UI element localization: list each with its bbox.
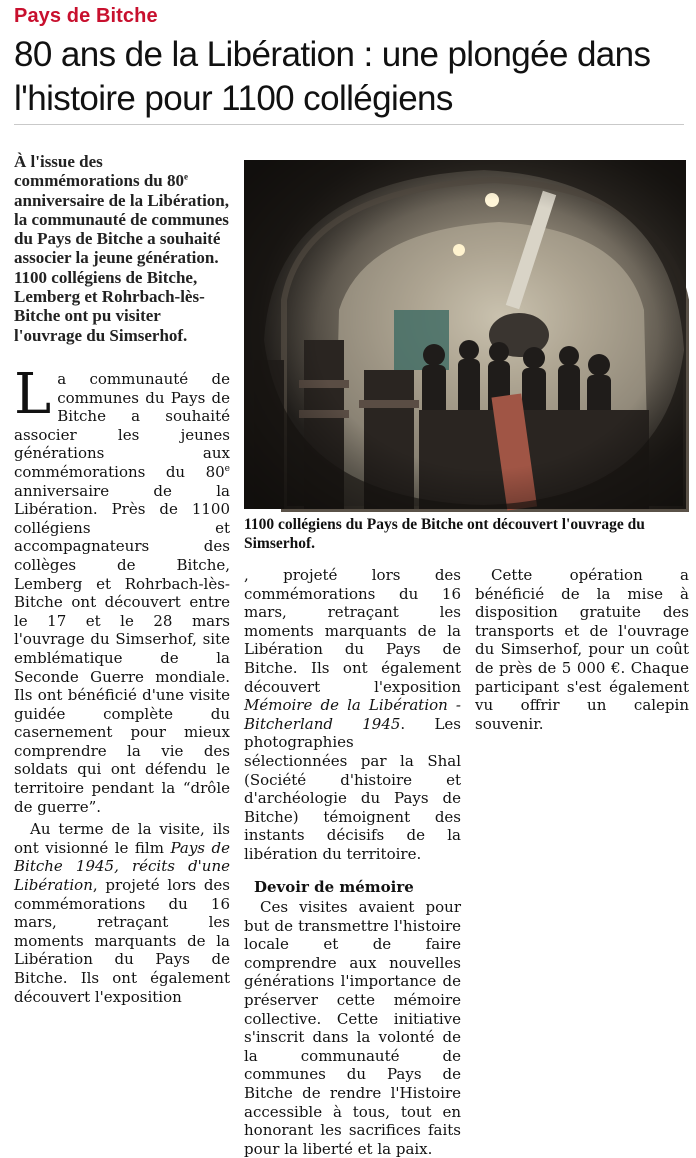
body-paragraph-2-cont: , projeté lors des commémorations du 16 mars, retraçant les moments marquants de la Libération du Pays de Bitche. Ils ont également découvert l'exposition Mémoire de la Libération - Bitcherland 1945. Les photographies sélectionnées par la Shal (Société d'histoire et d'archéologie du Pays de Bitche) témoignent des instants décisifs de la libération du territoire. (244, 566, 462, 863)
body-paragraph-1: La communauté de communes du Pays de Bitche a souhaité associer les jeunes générations aux commémorations du 80e anniversaire de la Libération. Près de 1100 collégiens et accompagnateurs des collèges de Bitche, Lemberg et Rohrbach-lès-Bitche ont découvert entre le 17 et le 28 mars l'ouvrage du Simserhof, site emblématique de la Seconde Guerre mondiale. Ils ont bénéficié d'une visite guidée complète du casernement pour mieux comprendre la vie des soldats qui ont défendu le territoire pendant la “drôle de guerre”. (14, 362, 230, 816)
article-headline: 80 ans de la Libération : une plongée dans l'histoire pour 1100 collégiens (14, 35, 651, 118)
subheading: Devoir de mémoire (254, 877, 414, 896)
section-kicker: Pays de Bitche (14, 5, 158, 27)
article-photo (244, 160, 686, 509)
body-paragraph-3: Ces visites avaient pour but de transmettre l'histoire locale et de faire comprendre aux nouvelles générations l'importance de préserver cette mémoire collective. Cette initiative s'inscrit dans la volonté de la communauté de communes du Pays de Bitche de rendre l'Histoire accessible à tous, tout en honorant les sacrifices faits pour la liberté et la paix. (244, 898, 461, 1158)
body-paragraph-4: Cette opération a bénéficié de la mise à disposition gratuite des transports et de l'ouvrage du Simserhof, pour un coût de près de 5 000 €. Chaque participant s'est également vu offrir un calepin souvenir. (475, 566, 689, 733)
body-column-1 (14, 362, 230, 1006)
body-column-3 (475, 566, 689, 861)
body-paragraph-2: Au terme de la visite, ils ont visionné le film Pays de Bitche 1945, récits d'une Libération, projeté lors des commémorations du 16 mars, retraçant les moments marquants de la Libération du Pays de Bitche. Ils ont également découvert l'exposition (14, 820, 230, 1006)
drop-cap: L (14, 362, 52, 427)
body-column-2 (244, 566, 462, 1158)
photo-caption: 1100 collégiens du Pays de Bitche ont découvert l'ouvrage du Simserhof. (244, 516, 645, 552)
article-lead: À l'issue des commémorations du 80e anniversaire de la Libération, la communauté de communes du Pays de Bitche a souhaité associer la jeune génération. 1100 collégiens de Bitche, Lemberg et Rohrbach-lès-Bitche ont pu visiter l'ouvrage du Simserhof. (14, 152, 230, 345)
headline-rule (14, 124, 684, 125)
